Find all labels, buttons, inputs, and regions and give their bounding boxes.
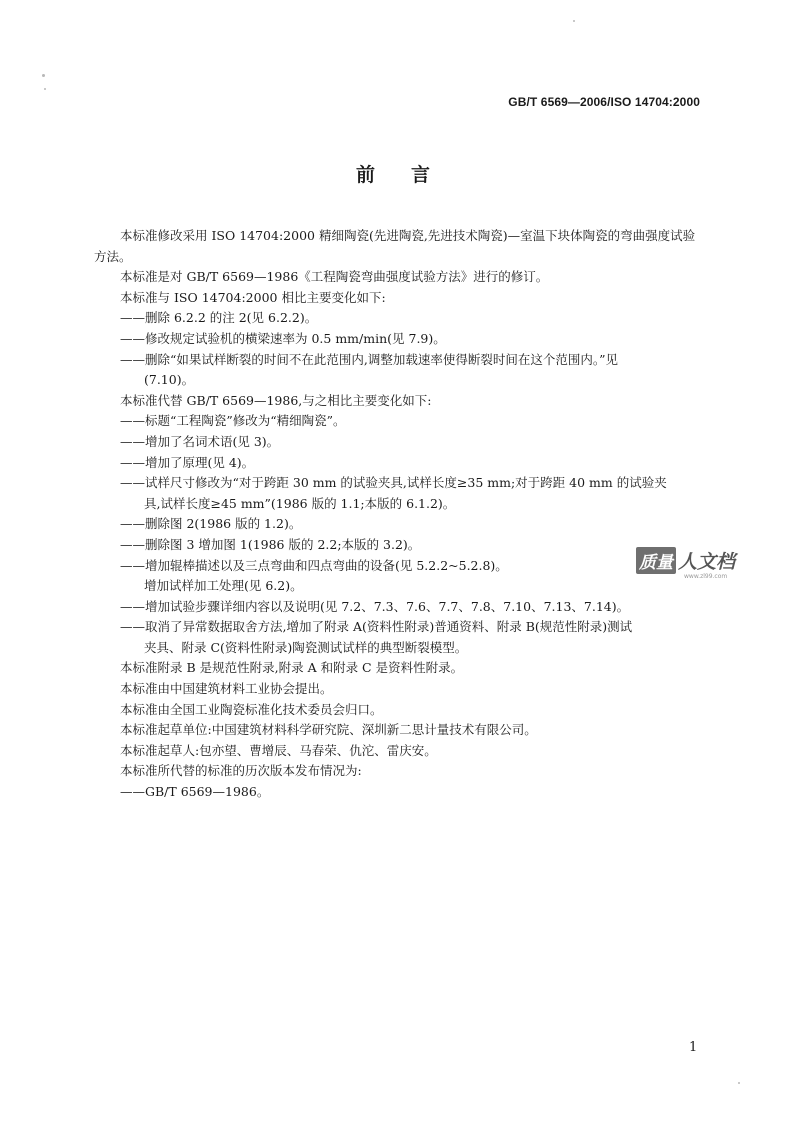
paragraph	[94, 308, 704, 329]
paragraph-text: ——标题“工程陶瓷”修改为“精细陶瓷”。	[120, 413, 346, 429]
paragraph	[94, 473, 704, 514]
title-char-1: 前	[355, 164, 375, 186]
paragraph-text: 本标准起草人:包亦望、曹增辰、马春荣、仇沱、雷庆安。	[120, 742, 437, 758]
paragraph-text: ——增加辊棒描述以及三点弯曲和四点弯曲的设备(见 5.2.2~5.2.8)。	[120, 557, 508, 573]
paragraph-text: 本标准附录 B 是规范性附录,附录 A 和附录 C 是资料性附录。	[120, 660, 464, 676]
paragraph	[94, 329, 704, 350]
paragraph-text: 本标准所代替的标准的历次版本发布情况为:	[120, 763, 362, 779]
watermark-url: www.zl99.com	[684, 573, 728, 580]
paragraph	[94, 741, 704, 762]
paragraph	[94, 597, 704, 618]
paragraph	[94, 453, 704, 474]
paragraph-text: 本标准修改采用 ISO 14704:2000 精细陶瓷(先进陶瓷,先进技术陶瓷)—室温下块体陶瓷的弯曲强度试验方法。	[94, 228, 696, 264]
paragraph-text: ——修改规定试验机的横梁速率为 0.5 mm/min(见 7.9)。	[120, 330, 446, 346]
watermark	[636, 547, 736, 580]
paragraph-text: ——删除图 3 增加图 1(1986 版的 2.2;本版的 3.2)。	[120, 536, 421, 552]
watermark-text: 人文档	[678, 551, 736, 573]
paragraph-text: 本标准起草单位:中国建筑材料科学研究院、深圳新二思计量技术有限公司。	[120, 722, 537, 738]
paragraph	[94, 411, 704, 432]
paragraph	[94, 576, 704, 597]
paragraph-continuation: 夹具、附录 C(资料性附录)陶瓷测试试样的典型断裂模型。	[144, 639, 468, 655]
paragraph-text: ——试样尺寸修改为“对于跨距 30 mm 的试验夹具,试样长度≥35 mm;对于跨距 40 mm 的试验夹	[120, 475, 667, 491]
paragraph	[94, 679, 704, 700]
standard-code: GB/T 6569—2006/ISO 14704:2000	[508, 95, 700, 109]
paragraph	[94, 658, 704, 679]
paragraph	[94, 391, 704, 412]
paragraph	[94, 761, 704, 782]
paragraph-text: ——删除“如果试样断裂的时间不在此范围内,调整加载速率使得断裂时间在这个范围内。”见	[120, 351, 619, 367]
paragraph-text: 增加试样加工处理(见 6.2)。	[144, 578, 303, 594]
paragraph-text: 本标准与 ISO 14704:2000 相比主要变化如下:	[120, 289, 386, 305]
paragraph-text: 本标准由全国工业陶瓷标准化技术委员会归口。	[120, 701, 383, 717]
paragraph	[94, 226, 704, 267]
paragraph	[94, 617, 704, 658]
paragraph-text: ——增加试验步骤详细内容以及说明(见 7.2、7.3、7.6、7.7、7.8、7.10、7.13、7.14)。	[120, 598, 630, 614]
paragraph	[94, 782, 704, 803]
paragraph-continuation: (7.10)。	[144, 372, 195, 388]
foreword-body	[94, 226, 704, 803]
scan-speck	[42, 74, 45, 77]
paragraph	[94, 288, 704, 309]
paragraph-text: ——删除 6.2.2 的注 2(见 6.2.2)。	[120, 310, 318, 326]
paragraph-text: ——增加了名词术语(见 3)。	[120, 433, 280, 449]
page-title	[0, 160, 786, 187]
page-number: 1	[689, 1040, 698, 1055]
paragraph-continuation: 具,试样长度≥45 mm”(1986 版的 1.1;本版的 6.1.2)。	[144, 495, 456, 511]
paragraph-text: ——增加了原理(见 4)。	[120, 454, 255, 470]
paragraph-text: ——GB/T 6569—1986。	[120, 784, 270, 800]
paragraph-text: ——取消了异常数据取舍方法,增加了附录 A(资料性附录)普通资料、附录 B(规范性附录)测试	[120, 619, 633, 635]
scan-speck	[573, 20, 575, 22]
paragraph	[94, 720, 704, 741]
paragraph	[94, 350, 704, 391]
paragraph-text: 本标准由中国建筑材料工业协会提出。	[120, 681, 333, 697]
paragraph-text: 本标准是对 GB/T 6569—1986《工程陶瓷弯曲强度试验方法》进行的修订。	[120, 269, 549, 285]
paragraph	[94, 700, 704, 721]
paragraph	[94, 267, 704, 288]
paragraph-text: 本标准代替 GB/T 6569—1986,与之相比主要变化如下:	[120, 392, 432, 408]
paragraph	[94, 514, 704, 535]
scan-speck	[44, 88, 46, 90]
paragraph-text: ——删除图 2(1986 版的 1.2)。	[120, 516, 302, 532]
paragraph	[94, 535, 704, 556]
scan-speck	[738, 1082, 740, 1084]
paragraph	[94, 432, 704, 453]
watermark-box-text: 质量	[636, 547, 676, 574]
paragraph	[94, 556, 704, 577]
title-char-2: 言	[411, 164, 431, 186]
